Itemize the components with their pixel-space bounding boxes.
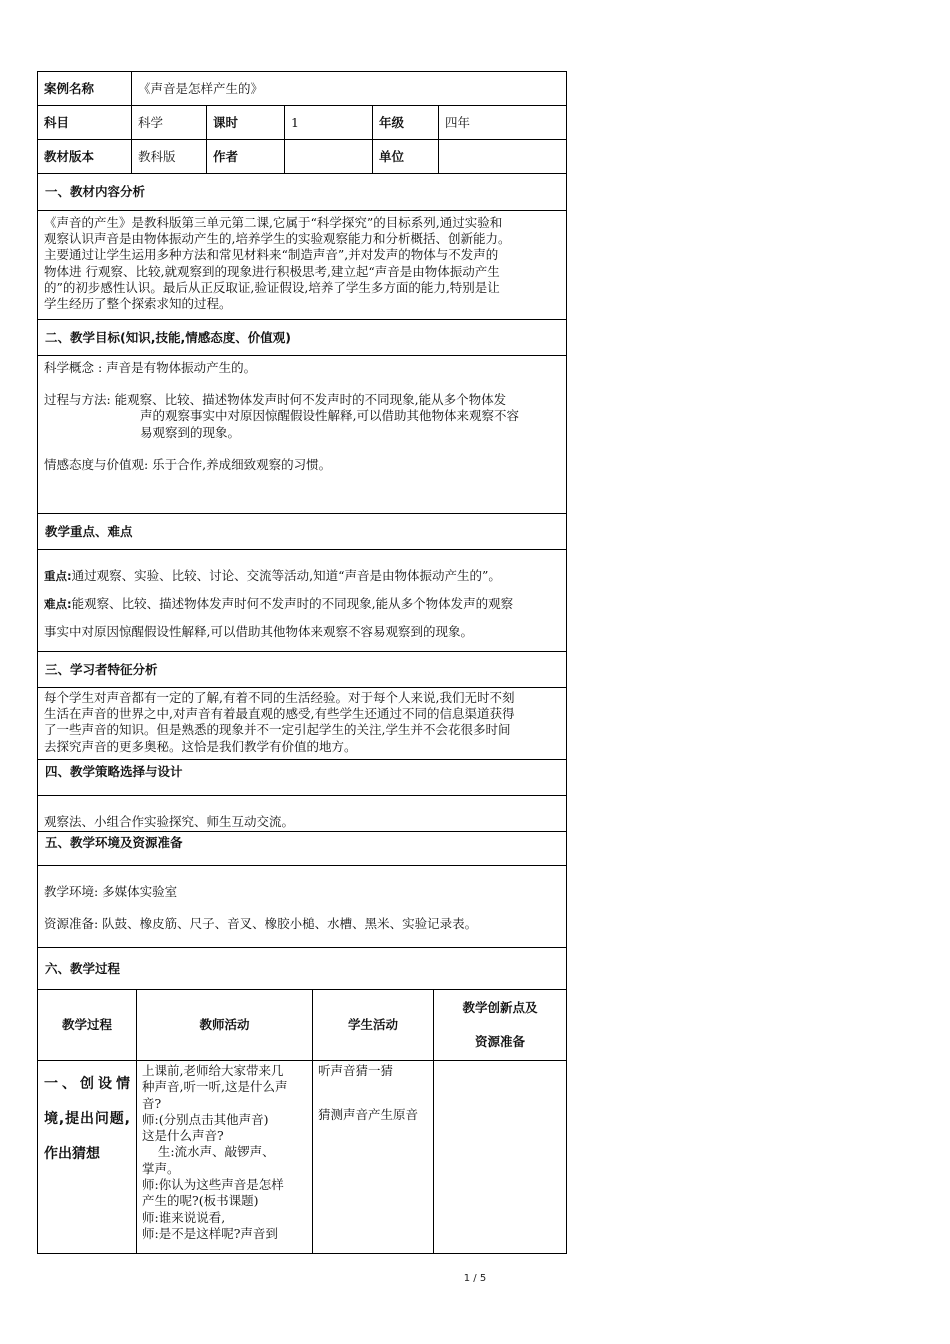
section2-title: 二、教学目标(知识,技能,情感态度、价值观) [38, 320, 567, 356]
section1-title: 一、教材内容分析 [38, 174, 567, 211]
header-innovation [434, 990, 567, 1061]
section3-line: 每个学生对声音都有一定的了解,有着不同的生活经验。对于每个人来说,我们无时不刻 [44, 690, 515, 705]
case-name-label: 案例名称 [38, 72, 132, 106]
case-name-row [38, 72, 567, 106]
period-value: 1 [285, 106, 373, 140]
student-line: 听声音猜一猜 [318, 1063, 394, 1078]
section3-line: 去探究声音的更多奥秘。这恰是我们教学有价值的地方。 [44, 738, 357, 754]
teacher-activity [137, 1061, 313, 1254]
teacher-line: 种声音,听一听,这是什么声 [142, 1079, 288, 1095]
teacher-line: 产生的呢?(板书课题) [142, 1193, 259, 1209]
resource-preparation: 资源准备: 队鼓、橡皮筋、尺子、音叉、橡胶小槌、水槽、黑米、实验记录表。 [44, 916, 478, 931]
case-name-value: 《声音是怎样产生的》 [132, 72, 567, 106]
edition-row [38, 140, 567, 174]
unit-value [439, 140, 567, 174]
header-innovation-line1: 教学创新点及 [462, 1000, 538, 1015]
section3-body [38, 688, 567, 760]
student-line: 猜测声音产生原音 [318, 1107, 419, 1123]
teacher-line: 师:是不是这样呢?声音到 [142, 1225, 278, 1241]
section3-line: 了一些声音的知识。但是熟悉的现象并不一定引起学生的关注,学生并不会花很多时间 [44, 722, 511, 738]
unit-label: 单位 [373, 140, 439, 174]
key-points-body [38, 550, 567, 652]
subject-row [38, 106, 567, 140]
grade-value: 四年 [439, 106, 567, 140]
header-teacher: 教师活动 [137, 990, 313, 1061]
process-method: 过程与方法: 能观察、比较、描述物体发声时何不发声时的不同现象,能从多个物体发 [44, 392, 507, 408]
process-stage: 一、创设情境,提出问题,作出猜想 [38, 1061, 137, 1254]
teacher-line: 上课前,老师给大家带来几 [142, 1063, 284, 1078]
subject-label: 科目 [38, 106, 132, 140]
process-method-cont: 易观察到的现象。 [140, 424, 241, 440]
section2-body [38, 356, 567, 514]
process-method-cont: 声的观察事实中对原因惊醒假设性解释,可以借助其他物体来观察不容 [140, 408, 519, 424]
edition-label: 教材版本 [38, 140, 132, 174]
section5-body [38, 866, 567, 948]
teacher-line: 生:流水声、敲锣声、 [142, 1144, 275, 1160]
section1-body [38, 211, 567, 320]
difficulty-text: 能观察、比较、描述物体发声时何不发声时的不同现象,能从多个物体发声的观察 [71, 596, 514, 611]
focus-line [44, 562, 560, 590]
period-label: 课时 [207, 106, 285, 140]
difficulty-label: 难点: [44, 597, 72, 611]
focus-label: 重点: [44, 569, 72, 583]
subject-value: 科学 [132, 106, 207, 140]
teacher-line: 这是什么声音? [142, 1128, 224, 1144]
focus-text: 通过观察、实验、比较、讨论、交流等活动,知道“声音是由物体振动产生的”。 [71, 568, 501, 583]
section5-title: 五、教学环境及资源准备 [38, 832, 567, 866]
science-concept: 科学概念 : 声音是有物体振动产生的。 [44, 360, 257, 375]
lesson-plan-table [37, 71, 567, 990]
difficulty-line [44, 590, 560, 618]
section1-line: 物体进 行观察、比较,就观察到的现象进行积极思考,建立起“声音是由物体振动产生 [44, 263, 500, 279]
edition-value: 教科版 [132, 140, 207, 174]
author-value [285, 140, 373, 174]
lesson-plan-page [37, 71, 566, 1254]
innovation-cell [434, 1061, 567, 1254]
section6-title: 六、教学过程 [38, 948, 567, 990]
emotion-attitude: 情感态度与价值观: 乐于合作,养成细致观察的习惯。 [44, 456, 332, 472]
student-activity [313, 1061, 434, 1254]
grade-label: 年级 [373, 106, 439, 140]
teacher-line: 师:谁来说说看, [142, 1209, 226, 1225]
section1-line: 学生经历了整个探索求知的过程。 [44, 296, 232, 312]
process-row-1 [38, 1061, 567, 1254]
teaching-process-table [37, 989, 567, 1254]
section4-title: 四、教学策略选择与设计 [38, 760, 567, 796]
difficulty-line-2: 事实中对原因惊醒假设性解释,可以借助其他物体来观察不容易观察到的现象。 [44, 624, 473, 639]
teacher-line: 掌声。 [142, 1160, 180, 1176]
teaching-environment: 教学环境: 多媒体实验室 [44, 884, 178, 899]
header-student: 学生活动 [313, 990, 434, 1061]
section3-line: 生活在声音的世界之中,对声音有着最直观的感受,有些学生还通过不同的信息渠道获得 [44, 706, 515, 722]
section1-line: 《声音的产生》是教科版第三单元第二课,它属于“科学探究”的目标系列,通过实验和 [44, 215, 503, 230]
author-label: 作者 [207, 140, 285, 174]
section3-title: 三、学习者特征分析 [38, 652, 567, 688]
header-process: 教学过程 [38, 990, 137, 1061]
teacher-line: 师:(分别点击其他声音) [142, 1111, 269, 1127]
section4-text: 观察法、小组合作实验探究、师生互动交流。 [38, 796, 567, 832]
section1-line: 观察认识声音是由物体振动产生的,培养学生的实验观察能力和分析概括、创新能力。 [44, 231, 511, 247]
section1-line: 主要通过让学生运用多种方法和常见材料来“制造声音”,并对发声的物体与不发声的 [44, 247, 499, 263]
page-number: 1 / 5 [463, 1273, 487, 1284]
key-points-title: 教学重点、难点 [38, 514, 567, 550]
teacher-line: 音? [142, 1095, 162, 1111]
process-header-row [38, 990, 567, 1061]
header-innovation-line2: 资源准备 [474, 1034, 525, 1049]
section1-line: 的”的初步感性认识。最后从正反取证,验证假设,培养了学生多方面的能力,特别是让 [44, 279, 500, 295]
teacher-line: 师:你认为这些声音是怎样 [142, 1177, 284, 1193]
